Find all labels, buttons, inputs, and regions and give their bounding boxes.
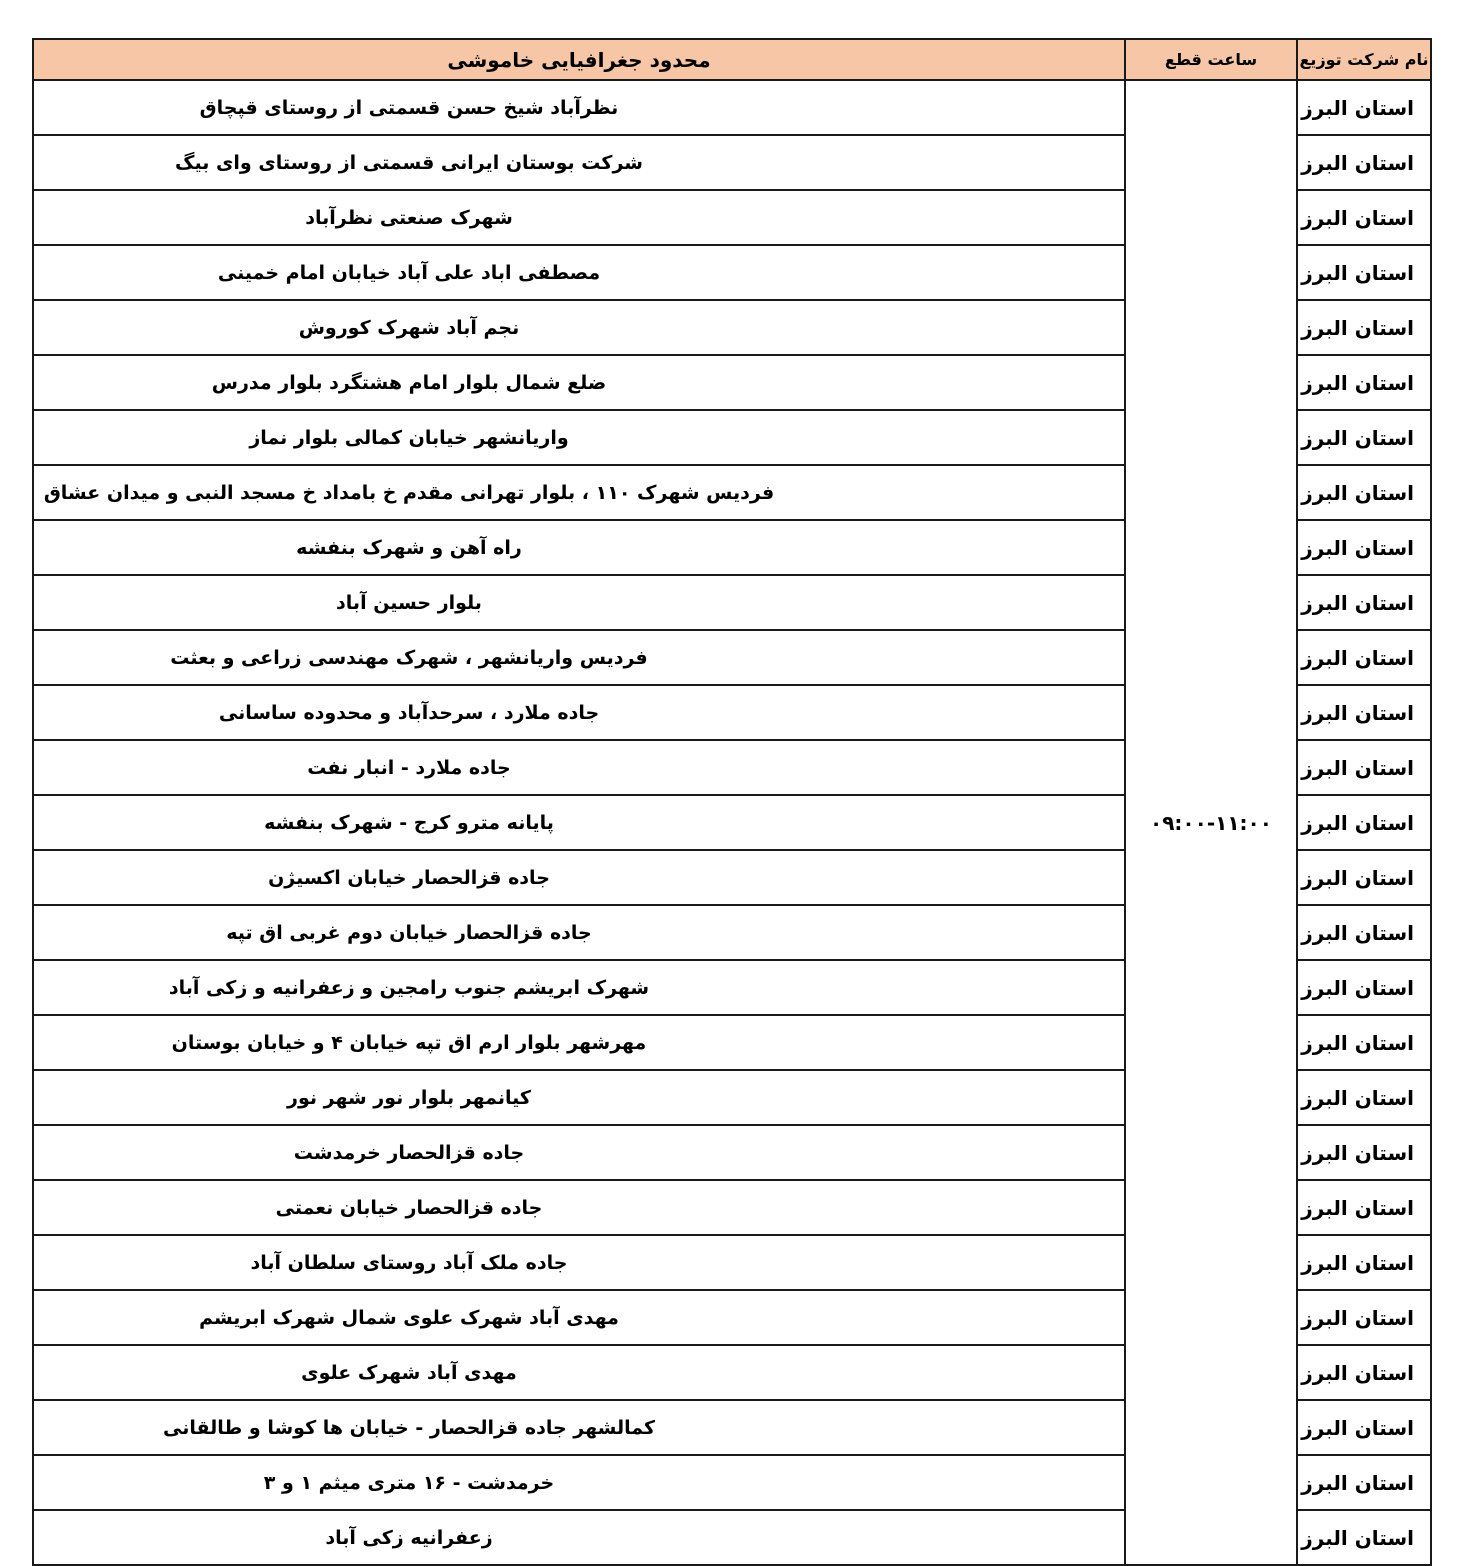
- area-cell: جاده قزالحصار خیابان دوم غربی اق تپه: [33, 905, 1125, 960]
- area-cell: راه آهن و شهرک بنفشه: [33, 520, 1125, 575]
- header-company: نام شرکت توزیع: [1297, 39, 1431, 80]
- company-cell: استان البرز: [1297, 1400, 1431, 1455]
- area-cell: زعفرانیه زکی آباد: [33, 1510, 1125, 1565]
- header-row: [33, 39, 1431, 80]
- header-time: ساعت قطع: [1125, 39, 1297, 80]
- area-cell: فردیس واریانشهر ، شهرک مهندسی زراعی و بعثت: [33, 630, 1125, 685]
- area-cell: جاده ملک آباد روستای سلطان آباد: [33, 1235, 1125, 1290]
- header-area: محدود جغرافیایی خاموشی: [33, 39, 1125, 80]
- table-body: [33, 80, 1431, 1565]
- company-cell: استان البرز: [1297, 685, 1431, 740]
- area-cell: مهرشهر بلوار ارم اق تپه خیابان ۴ و خیابان بوستان: [33, 1015, 1125, 1070]
- company-cell: استان البرز: [1297, 410, 1431, 465]
- area-cell: ضلع شمال بلوار امام هشتگرد بلوار مدرس: [33, 355, 1125, 410]
- area-cell: فردیس شهرک ۱۱۰ ، بلوار تهرانی مقدم خ بامداد خ مسجد النبی و میدان عشاق: [33, 465, 1125, 520]
- area-cell: جاده قزالحصار خیابان اکسیژن: [33, 850, 1125, 905]
- company-cell: استان البرز: [1297, 850, 1431, 905]
- company-cell: استان البرز: [1297, 1455, 1431, 1510]
- area-cell: پایانه مترو کرج - شهرک بنفشه: [33, 795, 1125, 850]
- company-cell: استان البرز: [1297, 1125, 1431, 1180]
- area-cell: بلوار حسین آباد: [33, 575, 1125, 630]
- company-cell: استان البرز: [1297, 80, 1431, 135]
- company-cell: استان البرز: [1297, 630, 1431, 685]
- area-cell: کمالشهر جاده قزالحصار - خیابان ها کوشا و طالقانی: [33, 1400, 1125, 1455]
- company-cell: استان البرز: [1297, 1015, 1431, 1070]
- outage-schedule-sheet: [32, 38, 1430, 1566]
- company-cell: استان البرز: [1297, 520, 1431, 575]
- area-cell: شهرک ابریشم جنوب رامجین و زعفرانیه و زکی آباد: [33, 960, 1125, 1015]
- company-cell: استان البرز: [1297, 1070, 1431, 1125]
- area-cell: جاده قزالحصار خرمدشت: [33, 1125, 1125, 1180]
- company-cell: استان البرز: [1297, 1180, 1431, 1235]
- area-cell: جاده ملارد - انبار نفت: [33, 740, 1125, 795]
- area-cell: نجم آباد شهرک کوروش: [33, 300, 1125, 355]
- company-cell: استان البرز: [1297, 1235, 1431, 1290]
- company-cell: استان البرز: [1297, 1290, 1431, 1345]
- company-cell: استان البرز: [1297, 465, 1431, 520]
- area-cell: مصطفی اباد علی آباد خیابان امام خمینی: [33, 245, 1125, 300]
- company-cell: استان البرز: [1297, 1510, 1431, 1565]
- area-cell: جاده قزالحصار خیابان نعمتی: [33, 1180, 1125, 1235]
- company-cell: استان البرز: [1297, 355, 1431, 410]
- company-cell: استان البرز: [1297, 740, 1431, 795]
- area-cell: مهدی آباد شهرک علوی شمال شهرک ابریشم: [33, 1290, 1125, 1345]
- company-cell: استان البرز: [1297, 795, 1431, 850]
- company-cell: استان البرز: [1297, 905, 1431, 960]
- area-cell: کیانمهر بلوار نور شهر نور: [33, 1070, 1125, 1125]
- company-cell: استان البرز: [1297, 300, 1431, 355]
- company-cell: استان البرز: [1297, 960, 1431, 1015]
- area-cell: خرمدشت - ۱۶ متری میثم ۱ و ۳: [33, 1455, 1125, 1510]
- area-cell: جاده ملارد ، سرحدآباد و محدوده ساسانی: [33, 685, 1125, 740]
- area-cell: مهدی آباد شهرک علوی: [33, 1345, 1125, 1400]
- company-cell: استان البرز: [1297, 1345, 1431, 1400]
- company-cell: استان البرز: [1297, 245, 1431, 300]
- area-cell: نظرآباد شیخ حسن قسمتی از روستای قپچاق: [33, 80, 1125, 135]
- company-cell: استان البرز: [1297, 575, 1431, 630]
- company-cell: استان البرز: [1297, 190, 1431, 245]
- area-cell: شهرک صنعتی نظرآباد: [33, 190, 1125, 245]
- company-cell: استان البرز: [1297, 135, 1431, 190]
- area-cell: شرکت بوستان ایرانی قسمتی از روستای وای بیگ: [33, 135, 1125, 190]
- outage-time-cell: ۰۹:۰۰-۱۱:۰۰: [1125, 80, 1297, 1565]
- outage-table: [32, 38, 1432, 1566]
- area-cell: واریانشهر خیابان کمالی بلوار نماز: [33, 410, 1125, 465]
- table-row: [33, 80, 1431, 135]
